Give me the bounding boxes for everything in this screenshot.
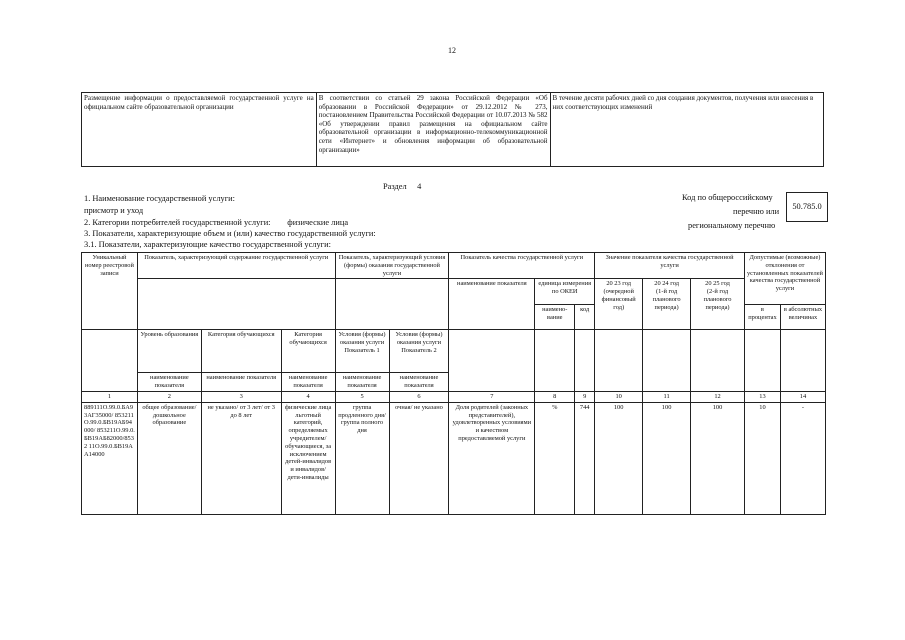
content-spacer <box>137 279 335 330</box>
header-unique-number: Уникальный номер реестровой записи <box>82 253 138 330</box>
col-num-8: 8 <box>535 391 575 402</box>
col-num-14: 14 <box>780 391 825 402</box>
condition-ind-2: Условия (формы) оказания услуги Показатель 2 <box>389 330 449 373</box>
conditions-spacer <box>335 279 449 330</box>
publication-basis: В соответствии со статьей 29 закона Российской Федерации «Об образовании в Российской Федерации» от 29.12.2012 № 273, постановлением Правительства Российской Федерации от 10.07.2013 № 582 «Об утверждении правил размещения на официальном сайте образовательной организации в информационно-телекоммуникационной сети «Интернет» и обновления информации об образовательной организации» <box>316 93 550 167</box>
code-label-3: региональному перечню <box>688 221 776 230</box>
row-unit: % <box>535 402 575 514</box>
code-label-1: Код по общероссийскому <box>682 193 773 202</box>
row-code: 889111О.99.0.БА93АГ35000/ 853211О.99.0.БВ19АБ94000/ 853211О.99.0.БВ19АБ82000/8532 11О.99.0.БВ19АА14000 <box>82 402 138 514</box>
row-category-2: физические лица льготный категорий, определяемых учредителем/ обучающиеся, за исключением детей-инвалидов и инвалидов/ дети-инвалиды <box>281 402 335 514</box>
publication-frequency: В течение десяти рабочих дней со дня создания документов, получения или внесения в них соответствующих изменений <box>550 93 823 167</box>
year-2-label: 20 24 год <box>654 280 679 288</box>
row-condition-1: группа продленного дня/ группа полного дня <box>335 402 389 514</box>
pname-6: наименование показателя <box>389 373 449 392</box>
header-percent: в процентах <box>744 304 780 330</box>
content-ind-1: Уровень образования <box>137 330 201 373</box>
year-1-label: 20 23 год <box>606 280 632 288</box>
row-percent: 10 <box>744 402 780 514</box>
service-name-label: 1. Наименование государственной услуги: <box>84 194 235 203</box>
col-num-11: 11 <box>643 391 691 402</box>
header-content: Показатель, характеризующий содержание государственной услуги <box>137 253 335 279</box>
header-values: Значение показателя качества государственной услуги <box>595 253 745 279</box>
col-num-10: 10 <box>595 391 643 402</box>
col-num-1: 1 <box>82 391 138 402</box>
publication-method: Размещение информации о предоставляемой государственной услуге на официальном сайте образовательной организации <box>82 93 317 167</box>
pct-spacer <box>744 330 780 392</box>
indicator-spacer <box>449 330 535 392</box>
quality-table <box>81 252 826 515</box>
pname-5: наименование показателя <box>335 373 389 392</box>
unit-code-spacer <box>575 330 595 392</box>
publication-table <box>81 92 824 167</box>
content-ind-2: Категория обучающихся <box>201 330 281 373</box>
quality-indicators-line: 3.1. Показатели, характеризующие качество государственной услуги: <box>84 240 331 249</box>
year-3-sub: (2-й год планового периода) <box>703 288 732 311</box>
condition-ind-1: Условия (формы) оказания услуги Показатель 1 <box>335 330 389 373</box>
col-num-9: 9 <box>575 391 595 402</box>
header-indicator-name: наименование показателя <box>449 279 535 330</box>
header-conditions: Показатель, характеризующий условия (формы) оказания государственной услуги <box>335 253 449 279</box>
year-3-label: 20 25 год <box>705 280 730 288</box>
header-year-1 <box>595 279 643 330</box>
col-num-6: 6 <box>389 391 449 402</box>
col-num-13: 13 <box>744 391 780 402</box>
y1-spacer <box>595 330 643 392</box>
header-unit-code: код <box>575 304 595 330</box>
header-year-3 <box>691 279 745 330</box>
header-quality: Показатель качества государственной услуги <box>449 253 595 279</box>
y3-spacer <box>691 330 745 392</box>
content-ind-3: Категория обучающихся <box>281 330 335 373</box>
service-name-value: присмотр и уход <box>84 206 144 215</box>
indicators-line: 3. Показатели, характеризующие объем и (или) качество государственной услуги: <box>84 229 376 238</box>
consumers-label: 2. Категории потребителей государственной услуги: <box>84 218 271 227</box>
consumers-value: физические лица <box>287 218 349 227</box>
page-number: 12 <box>448 46 456 55</box>
row-absolute: - <box>780 402 825 514</box>
pname-4: наименование показателя <box>281 373 335 392</box>
row-level: общее образование/ дошкольное образование <box>137 402 201 514</box>
col-num-12: 12 <box>691 391 745 402</box>
header-unit: единица измерения по ОКЕИ <box>535 279 595 305</box>
pname-2: наименование показателя <box>137 373 201 392</box>
y2-spacer <box>643 330 691 392</box>
section-label: Раздел <box>383 182 407 191</box>
abs-spacer <box>780 330 825 392</box>
section-number: 4 <box>417 182 422 191</box>
row-indicator: Доля родителей (законных представителей), удовлетворенных условиями и качеством предоставляемой услуги <box>449 402 535 514</box>
code-label-2: перечню или <box>733 207 780 216</box>
header-year-2 <box>643 279 691 330</box>
year-1-sub: (очередной финансовый год) <box>601 288 636 311</box>
year-2-sub: (1-й год планового периода) <box>652 288 681 311</box>
row-value-3: 100 <box>691 402 745 514</box>
row-value-1: 100 <box>595 402 643 514</box>
pname-3: наименование показателя <box>201 373 281 392</box>
row-value-2: 100 <box>643 402 691 514</box>
col-num-4: 4 <box>281 391 335 402</box>
row-okei-code: 744 <box>575 402 595 514</box>
row-category-1: не указано/ от 3 лет/ от 3 до 8 лет <box>201 402 281 514</box>
header-unit-name: наимено-вание <box>535 304 575 330</box>
col-num-2: 2 <box>137 391 201 402</box>
header-deviation: Допустимые (возможные) отклонения от установленных показателей качества государственной услуги <box>744 253 825 305</box>
unit-name-spacer <box>535 330 575 392</box>
header-absolute: в абсолютных величинах <box>780 304 825 330</box>
col-num-3: 3 <box>201 391 281 402</box>
col-num-5: 5 <box>335 391 389 402</box>
col-num-7: 7 <box>449 391 535 402</box>
consumers-line <box>84 218 348 228</box>
registry-code-box: 50.785.0 <box>786 192 828 222</box>
unique-spacer <box>82 330 138 392</box>
section-heading <box>383 182 421 192</box>
row-condition-2: очная/ не указано <box>389 402 449 514</box>
